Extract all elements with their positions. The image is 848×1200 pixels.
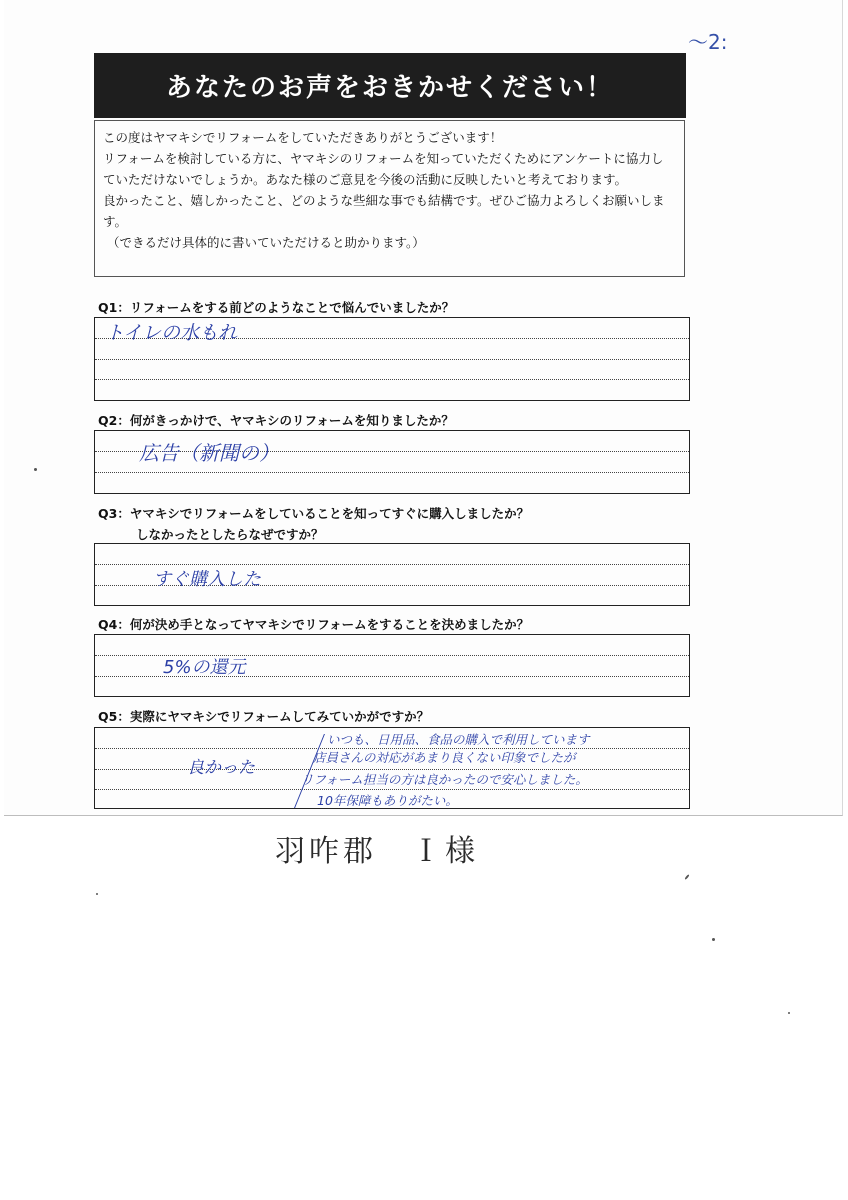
q3-handwritten-answer: すぐ購入した [153, 569, 261, 590]
q4-handwritten-answer: 5%の還元 [163, 657, 246, 678]
q1-label: Q1：リフォームをする前どのようなことで悩んでいましたか？ [98, 300, 455, 315]
scan-speck [788, 1012, 790, 1014]
intro-text-box [94, 120, 685, 277]
respondent-signature: 羽咋郡 Ｉ様 [275, 834, 479, 869]
q5-handwritten-line: リフォーム担当の方は良かったので安心しました。 [301, 772, 588, 787]
corner-handwritten-mark: 〜2: [688, 30, 728, 54]
q5-answer-box [94, 727, 690, 809]
intro-line: ていただけないでしょうか。あなた様のご意見を今後の活動に反映したいと考えております。 [103, 172, 628, 187]
page-title: あなたのお声をおきかせください！ [94, 53, 686, 118]
q1-handwritten-answer: トイレの水もれ [105, 322, 238, 344]
q2-answer-box [94, 430, 690, 494]
q3-label-line2: しなかったとしたらなぜですか？ [136, 527, 324, 542]
q2-handwritten-answer: 広告（新聞の） [139, 441, 279, 465]
scan-speck [684, 874, 689, 880]
q5-label: Q5：実際にヤマキシでリフォームしてみていかがですか？ [98, 709, 430, 724]
intro-line: す。 [103, 214, 128, 229]
q5-handwritten-line: 10年保障もありがたい。 [317, 793, 458, 808]
answer-rule [95, 472, 689, 473]
q3-label: Q3：ヤマキシでリフォームをしていることを知ってすぐに購入しましたか？ [98, 506, 530, 521]
q4-answer-box [94, 634, 690, 697]
q1-answer-box [94, 317, 690, 401]
q2-label: Q2：何がきっかけで、ヤマキシのリフォームを知りましたか？ [98, 413, 454, 428]
answer-rule [95, 789, 689, 790]
q5-handwritten-line: 店員さんの対応があまり良くない印象でしたが [313, 750, 576, 765]
q5-handwritten-verdict: 良かった [187, 758, 255, 778]
answer-rule [95, 379, 689, 380]
scan-speck [712, 938, 715, 941]
scan-speck [96, 893, 98, 895]
intro-line: （できるだけ具体的に書いていただけると助かります。） [107, 235, 425, 250]
intro-line: この度はヤマキシでリフォームをしていただきありがとうございます！ [103, 130, 503, 145]
q3-answer-box [94, 543, 690, 606]
scan-speck [34, 468, 37, 471]
q5-handwritten-line: いつも、日用品、食品の購入で利用しています [327, 732, 590, 747]
intro-line: リフォームを検討している方に、ヤマキシのリフォームを知っていただくためにアンケートに協力し [103, 151, 664, 166]
intro-line: 良かったこと、嬉しかったこと、どのような些細な事でも結構です。ぜひご協力よろしくお願いしま [103, 193, 665, 208]
answer-rule [95, 359, 689, 360]
q4-label: Q4：何が決め手となってヤマキシでリフォームをすることを決めましたか？ [98, 617, 530, 632]
